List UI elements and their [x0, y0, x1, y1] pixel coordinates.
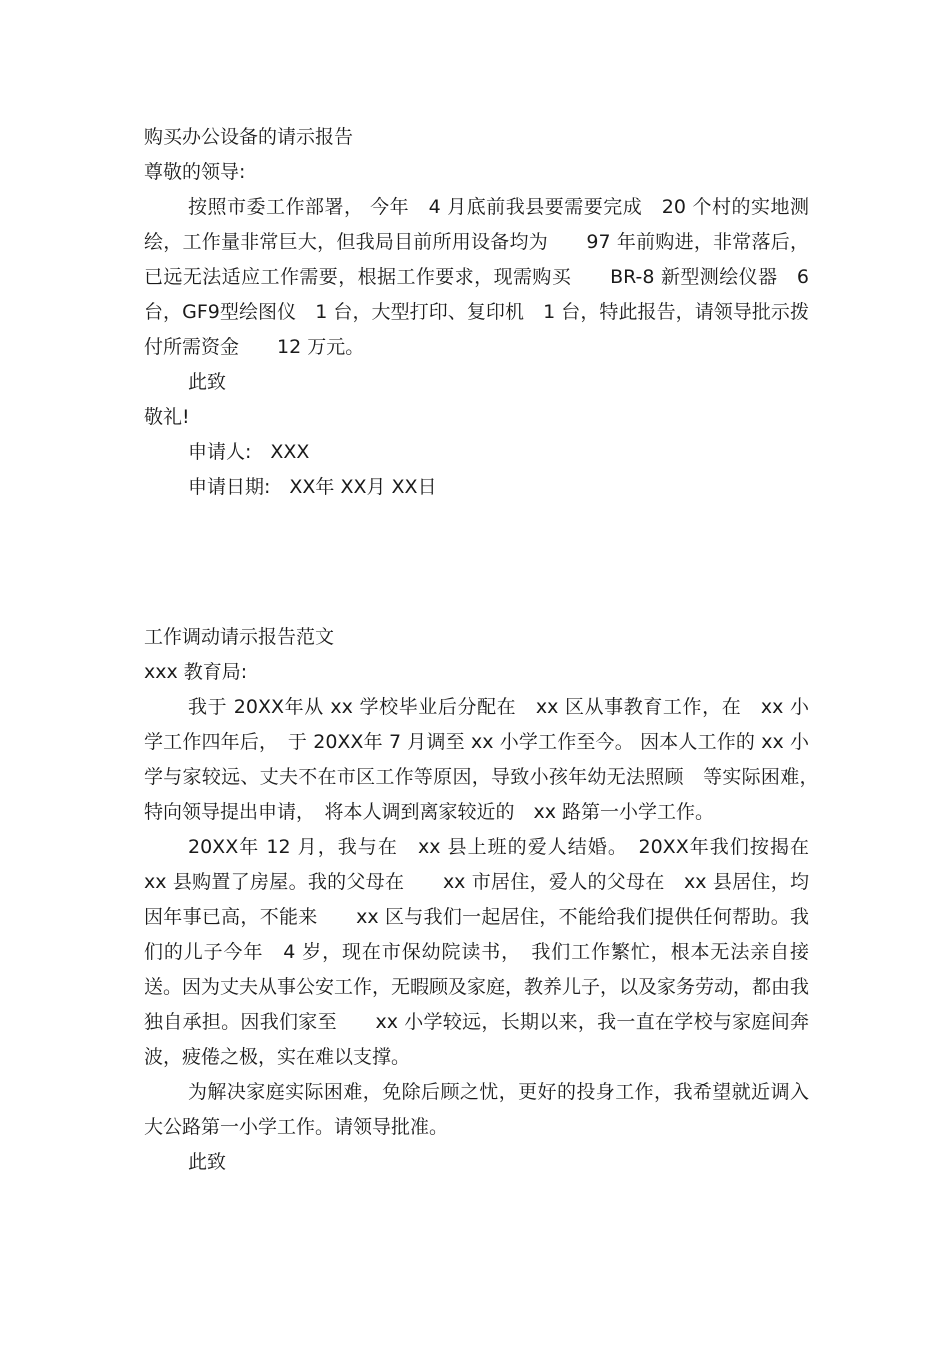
letter2-paragraph-1: 我于 20XX年从 xx 学校毕业后分配在 xx 区从事教育工作，在 xx 小学工作四年后， 于 20XX年 7 月调至 xx 小学工作至今。 因本人工作的 xx 小学与家较远、丈夫不在市区工作等原因，导致小孩年幼无法照顾 等实际困难， 特向领导提出申请， 将本人调到离家较近的 xx 路第一小学工作。 [144, 696, 829, 823]
letter2-paragraph-2: 20XX年 12 月，我与在 xx 县上班的爱人结婚。 20XX年我们按揭在 xx 县购置了房屋。我的父母在 xx 市居住，爱人的父母在 xx 县居住，均因年事已高，不能来 xx 区与我们一起居住，不能给我们提供任何帮助。我们的儿子今年 4 岁，现在市保幼院读书， 我们工作繁忙，根本无法亲自接送。因为丈夫从事公安工作，无暇顾及家庭，教养儿子，以及家务劳动，都由我独自承担。因我们家至 xx 小学较远，长期以来，我一直在学校与家庭间奔波，疲倦之极，实在难以支撑。 [144, 836, 810, 1068]
section-spacer [144, 505, 809, 620]
letter1-applicant: 申请人: XXX [188, 441, 310, 463]
letter2-title: 工作调动请示报告范文 [144, 626, 335, 648]
letter1-title: 购买办公设备的请示报告 [144, 126, 354, 148]
letter1-body: 按照市委工作部署， 今年 4 月底前我县要需要完成 20 个村的实地测绘，工作量非常巨大，但我局目前所用设备均为 97 年前购进，非常落后，已远无法适应工作需要，根据工作要求，现需购买 BR-8 新型测绘仪器 6 台，GF9型绘图仪 1 台，大型打印、复印机 1 台，特此报告，请领导批示拨付所需资金 12 万元。 [144, 196, 809, 358]
letter2-salutation: xxx 教育局: [144, 661, 248, 683]
document-page [144, 120, 829, 1180]
letter1-closing-2: 敬礼! [144, 406, 190, 428]
letter-transfer-request [144, 620, 829, 1180]
letter2-paragraph-3: 为解决家庭实际困难，免除后顾之忧，更好的投身工作，我希望就近调入大公路第一小学工作。请领导批准。 [144, 1081, 809, 1138]
letter1-date: 申请日期: XX年 XX月 XX日 [188, 476, 437, 498]
letter2-closing-1: 此致 [188, 1151, 227, 1173]
letter1-salutation: 尊敬的领导: [144, 161, 246, 183]
letter-equipment-request [144, 120, 809, 505]
letter1-closing-1: 此致 [188, 371, 227, 393]
